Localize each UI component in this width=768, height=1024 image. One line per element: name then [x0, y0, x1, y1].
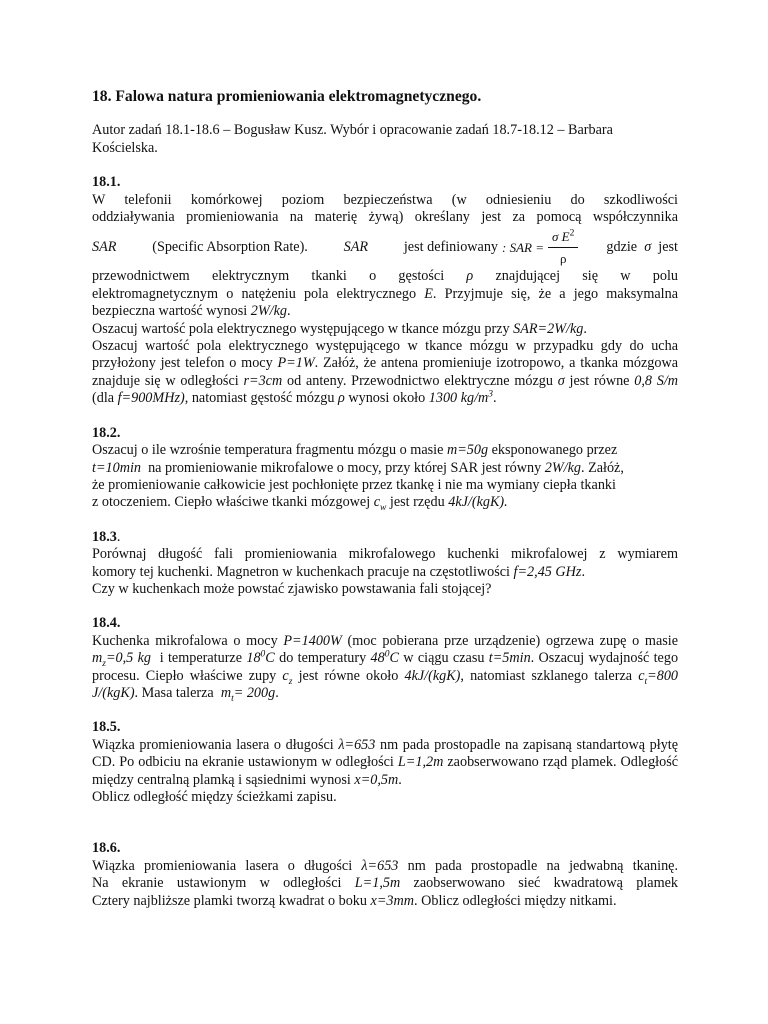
value-text: =0,5 kg	[105, 650, 151, 667]
task-text-line: Czy w kuchenkach może powstać zjawisko powstawania fali stojącej?	[92, 580, 492, 597]
value: L=1,5m	[354, 875, 401, 892]
subscript: z	[288, 676, 293, 687]
text: jest	[658, 238, 678, 255]
value: r=3cm	[243, 372, 283, 389]
sar-formula	[502, 228, 578, 268]
exponent: 0	[260, 649, 266, 660]
value-text: = 200g	[233, 684, 276, 701]
text: . Masa talerza	[134, 684, 214, 701]
value: t=5min	[488, 650, 531, 667]
task-paragraph	[92, 737, 678, 789]
formula-denominator: ρ	[559, 250, 567, 266]
text: . Oblicz odległości między nitkami.	[414, 892, 617, 909]
e-symbol: E	[424, 285, 433, 302]
task-text-line	[92, 564, 678, 581]
text: od anteny. Przewodnictwo elektryczne mózgu	[287, 372, 553, 389]
text: .	[583, 320, 587, 337]
value: f=2,45 GHz	[513, 563, 582, 580]
task-text-line	[92, 494, 678, 514]
exponent: 3	[488, 389, 494, 400]
text: zaobserwowano rząd plamek. Odległość między centralną plamką i sąsiednimi wynosi	[92, 754, 679, 788]
sigma-symbol: σ	[644, 238, 652, 255]
document-page	[92, 88, 678, 927]
text: gdzie	[606, 238, 638, 255]
value-text: 1300 kg/m	[428, 390, 489, 407]
value: 2W/kg	[544, 459, 581, 476]
value	[246, 650, 274, 666]
value-text: m	[220, 684, 232, 701]
task-number: 18.4.	[92, 615, 121, 632]
text: (moc pobierana prze urządzenie) ogrzewa zupę o masie	[347, 632, 679, 649]
task-number	[92, 529, 678, 546]
task-text-line	[92, 303, 678, 320]
task-text-line: W telefonii komórkowej poziom bezpieczeństwa (w odniesieniu do szkodliwości	[92, 191, 678, 208]
text: Oszacuj wartość pola elektrycznego występującego w tkance mózgu przy	[92, 320, 510, 337]
formula-lhs: : SAR =	[502, 239, 545, 255]
text: eksponowanego przez	[491, 442, 618, 459]
rho-symbol: ρ	[338, 390, 345, 407]
task-number-text: 18.3	[92, 528, 117, 545]
text: . Przyjmuje się, że a jego maksymalna	[432, 285, 679, 302]
value	[282, 667, 293, 687]
text: . Załóż, że antena promieniuje izotropowo, a tkanka mózgowa znajduje się w odległości	[92, 355, 678, 389]
task-paragraph	[92, 338, 678, 408]
value-text: 18	[246, 650, 261, 667]
text: do temperatury	[279, 650, 367, 667]
page-title: 18. Falowa natura promieniowania elektromagnetycznego.	[92, 88, 482, 105]
formula-fraction	[548, 228, 578, 268]
subscript: t	[644, 676, 648, 687]
text: . Oszacuj wydajność tego procesu. Ciepło właściwe zupy	[92, 650, 679, 684]
text: Na ekranie ustawionym w odległości	[92, 875, 342, 892]
task-18-4	[92, 615, 678, 702]
sar-abbrev: SAR	[343, 238, 369, 255]
value: 4kJ/(kgK).	[448, 494, 508, 511]
text: jest rzędu	[389, 494, 445, 511]
text: komory tej kuchenki. Magnetron w kuchenkach pracuje na częstotliwości	[92, 563, 510, 580]
text: .	[493, 390, 497, 407]
value-text: C	[265, 650, 275, 667]
text: .	[398, 771, 402, 788]
text: Cztery najbliższe plamki tworzą kwadrat o boku	[92, 892, 367, 909]
task-18-6	[92, 840, 678, 910]
value-text: m	[92, 650, 103, 667]
task-number: 18.1.	[92, 174, 121, 191]
text: jest równe około	[298, 667, 399, 684]
text: .	[275, 684, 279, 701]
author-note: Autor zadań 18.1-18.6 – Bogusław Kusz. Wybór i opracowanie zadań 18.7-18.12 – Barbara Kościelska.	[92, 122, 613, 156]
task-text-line: Porównaj długość fali promieniowania mikrofalowego kuchenki mikrofalowej z wymiarem	[92, 546, 678, 563]
value	[220, 684, 276, 704]
text: wynosi około	[348, 390, 426, 407]
value: t=10min	[92, 459, 141, 476]
task-18-1	[92, 174, 678, 407]
text: na promieniowanie mikrofalowe o mocy, przy której SAR jest równy	[148, 459, 542, 476]
numerator-text: σ E	[552, 228, 570, 244]
value	[373, 494, 387, 514]
text: Wiązka promieniowania lasera o długości	[92, 736, 334, 753]
task-text-line	[92, 286, 678, 303]
formula-numerator	[548, 228, 578, 248]
task-text-line: że promieniowanie całkowicie jest pochłonięte przez tkankę i nie ma wymiany ciepła tkanki	[92, 476, 616, 493]
subscript: w	[380, 503, 387, 514]
sar-formula-line	[92, 228, 678, 266]
sar-defined-text: jest definiowany	[403, 238, 499, 255]
text: elektromagnetycznym o natężeniu pola elektrycznego	[92, 285, 417, 302]
value-text: c	[282, 667, 289, 684]
value	[92, 650, 151, 669]
value-text: c	[638, 667, 645, 684]
value	[371, 650, 399, 666]
numerator-exponent: 2	[569, 228, 575, 239]
text: zaobserwowano sieć kwadratową plamek	[413, 875, 678, 892]
text: bezpieczna wartość wynosi	[92, 303, 248, 320]
task-number-dot: .	[116, 528, 121, 545]
task-text-line	[92, 268, 678, 285]
value: x=0,5m	[354, 771, 399, 788]
text: .	[287, 303, 291, 320]
value-text: c	[373, 494, 381, 511]
value: 0,8 S/m	[634, 372, 679, 389]
value	[429, 390, 493, 406]
text: i temperaturze	[159, 650, 243, 667]
task-text-line	[92, 875, 678, 892]
task-text-line	[92, 460, 678, 477]
value: f=900MHz)	[117, 390, 185, 407]
value: x=3mm	[370, 892, 415, 909]
text: nm pada prostopadle na zapisaną standartową płytę CD. Po odbiciu na ekranie ustawionym w odległości	[92, 736, 679, 771]
text: , natomiast gęstość mózgu	[184, 390, 335, 407]
text: . Załóż,	[580, 459, 624, 476]
text: (dla	[92, 390, 115, 407]
value: m=50g	[446, 442, 489, 459]
sar-fullname: (Specific Absorption Rate).	[152, 238, 308, 255]
text: Oszacuj wartość pola elektrycznego występującego w tkance mózgu w przypadku gdy do ucha przyłożony jest telefon o mocy	[92, 338, 678, 372]
sar-abbrev: SAR	[92, 238, 117, 255]
text: z otoczeniem. Ciepło właściwe tkanki mózgowej	[92, 494, 371, 511]
value: λ=653	[338, 736, 376, 753]
text: Kuchenka mikrofalowa o mocy	[92, 632, 278, 649]
exponent: 0	[384, 649, 390, 660]
text: .	[581, 563, 585, 580]
text: znajdującej się w polu	[495, 268, 679, 285]
value: P=1W	[277, 355, 315, 372]
value: P=1400W	[283, 632, 342, 649]
text: Wiązka promieniowania lasera o długości	[92, 857, 353, 874]
value-text: =800 J/(kgK)	[92, 667, 679, 701]
sar-definition-text	[92, 239, 498, 256]
task-18-3	[92, 529, 678, 599]
subscript: z	[102, 658, 106, 669]
value: 4kJ/(kgK)	[404, 667, 461, 684]
task-text-line	[92, 893, 678, 910]
value: L=1,2m	[397, 754, 444, 771]
sigma-symbol: σ	[557, 372, 565, 389]
text: przewodnictwem elektrycznym tkanki o gęstości	[92, 268, 445, 285]
task-text-line: oddziaływania promieniowania na materię żywą) określany jest za pomocą współczynnika	[92, 209, 678, 226]
task-number: 18.5.	[92, 719, 121, 736]
sigma-note	[606, 239, 678, 256]
task-number: 18.6.	[92, 840, 121, 857]
task-text-line	[92, 442, 678, 459]
subscript: t	[231, 693, 234, 704]
text: w ciągu czasu	[403, 650, 485, 667]
task-text-line	[92, 858, 678, 875]
task-number: 18.2.	[92, 424, 121, 441]
value-text: 48	[370, 650, 385, 667]
text: , natomiast szklanego talerza	[460, 667, 633, 684]
text: Oszacuj o ile wzrośnie temperatura fragmentu mózgu o masie	[92, 442, 444, 459]
task-text-line	[92, 321, 678, 338]
task-text-line: Oblicz odległość między ścieżkami zapisu.	[92, 789, 337, 805]
text: nm pada prostopadle na jedwabną tkaninę.	[407, 857, 679, 874]
value-text: C	[389, 650, 399, 667]
task-18-2	[92, 425, 678, 512]
value: SAR=2W/kg	[513, 320, 584, 337]
value: λ=653	[361, 857, 399, 874]
task-18-5	[92, 719, 678, 806]
text: jest równe	[569, 372, 630, 389]
value: 2W/kg	[250, 303, 288, 320]
rho-symbol: ρ	[466, 268, 474, 285]
task-paragraph	[92, 633, 678, 703]
